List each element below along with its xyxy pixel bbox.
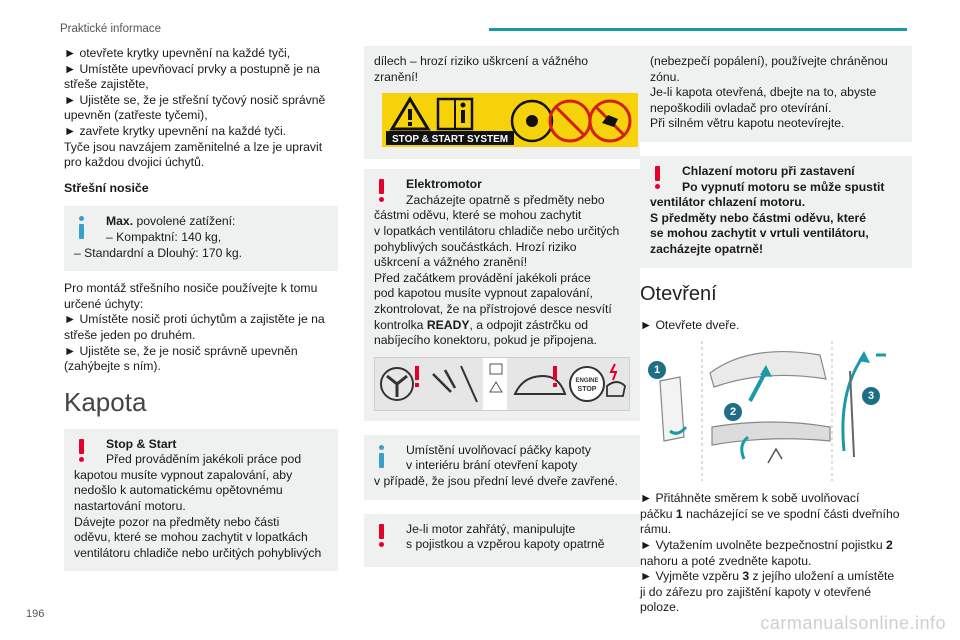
warning-line: Dávejte pozor na předměty nebo části: [74, 514, 280, 529]
warning-line: (nebezpečí popálení), používejte chráněnou: [650, 54, 888, 68]
warning-line: pod kapotou musíte vypnout zapalování,: [374, 286, 593, 301]
text-line: ► zavřete krytky upevnění na každé tyči.: [64, 123, 287, 138]
warning-text: kontrolka: [374, 317, 427, 332]
step-text: ► Vytažením uvolněte bezpečnostní pojistku: [640, 537, 887, 552]
warning-title: Stop & Start: [106, 436, 177, 451]
info-bold: Max.: [106, 214, 134, 229]
stop-start-label-text: STOP & START SYSTEM: [392, 134, 509, 146]
text-line: ► Ujistěte se, že je nosič správně upevněn: [64, 343, 298, 358]
info-icon: [378, 445, 385, 467]
info-line: Umístění uvolňovací páčky kapoty: [406, 442, 591, 457]
warning-box-electric-motor: [364, 169, 640, 421]
warning-box-continued-2: [640, 46, 912, 142]
step-text: nacházející se ve spodní části dveřního: [682, 506, 900, 521]
warning-line: uškrcení a vážného zranění!: [374, 255, 528, 270]
step-number: 2: [886, 537, 893, 552]
warning-line: dílech – hrozí riziko uškrcení a vážného: [374, 54, 589, 68]
text-line: upevněn (zatřeste tyčemi),: [64, 108, 208, 123]
warning-line: v lopatkách ventilátoru chladiče nebo určitých: [374, 223, 620, 238]
warning-line: nepoškodili ovladač pro otevírání.: [650, 100, 832, 115]
warning-title: Elektromotor: [406, 177, 482, 192]
callout-3: 3: [862, 387, 880, 405]
text-line: ► Umístěte upevňovací prvky a postupně je na: [64, 61, 320, 76]
text-line: Pro montáž střešního nosiče používejte k tomu: [64, 281, 318, 296]
text-line: (zahýbejte s ním).: [64, 359, 161, 374]
info-box-max-load: [64, 206, 338, 271]
step-text: páčku: [640, 506, 676, 521]
warning-line: nedošlo k automatickému opětovnému: [74, 483, 283, 498]
callout-2: 2: [724, 403, 742, 421]
warning-box-stop-start: [64, 429, 338, 572]
callout-1: 1: [648, 361, 666, 379]
info-line: – Standardní a Dlouhý: 170 kg.: [74, 245, 243, 260]
text-line: určené úchyty:: [64, 296, 144, 311]
warning-line: nastartování motoru.: [74, 499, 186, 514]
warning-line: kapotou musíte vypnout zapalování, aby: [74, 467, 293, 482]
opening-steps: [640, 491, 912, 616]
text-line: střeše zajistěte,: [64, 77, 149, 92]
text-line: pro každou dvojici úchytů.: [64, 155, 205, 170]
warning-line: částmi oděvu, které se mohou zachytit: [374, 208, 582, 223]
warning-line: zacházejte opatrně!: [650, 241, 764, 256]
page-number: 196: [26, 608, 45, 620]
hood-opening-drawing: [640, 341, 888, 481]
step-line: rámu.: [640, 522, 672, 537]
page-header-section: Praktické informace: [60, 23, 161, 35]
column-3: [640, 46, 912, 616]
ready-indicator-text: READY: [426, 317, 470, 332]
opening-heading: Otevření: [640, 282, 717, 305]
warning-icon: [78, 439, 85, 461]
text-line: ► otevřete krytky upevnění na každé tyči,: [64, 46, 291, 60]
column-2: [364, 46, 640, 577]
hood-opening-illustration: [640, 341, 888, 481]
warning-line: S předměty nebo částmi oděvu, které: [650, 210, 867, 225]
text-line: ► Ujistěte se, že je střešní tyčový nosič správně: [64, 92, 326, 107]
warning-line: ventilátor chlazení motoru.: [650, 195, 806, 210]
warning-line: se mohou zachytit v vrtuli ventilátoru,: [650, 226, 869, 241]
step-line: ► Otevřete dveře.: [640, 317, 740, 332]
warning-icon: [378, 179, 385, 201]
warning-line: zranění!: [374, 69, 419, 84]
warning-line: Po vypnutí motoru se může spustit: [682, 179, 885, 194]
warning-line: Při silném větru kapotu neotevírejte.: [650, 116, 845, 131]
step-line: poloze.: [640, 600, 680, 615]
warning-line: Zacházejte opatrně s předměty nebo: [406, 192, 605, 207]
step-line: nahoru a poté zvedněte kapotu.: [640, 553, 812, 568]
watermark-text: carmanualsonline.info: [760, 613, 946, 633]
text-line: Tyče jsou navzájem zaměnitelné a lze je upravit: [64, 139, 323, 154]
step-line: ji do zářezu pro zajištění kapoty v otevřené: [640, 584, 872, 599]
text-line: ► Umístěte nosič proti úchytům a zajistěte je na: [64, 312, 325, 327]
engine-stop-label: STOP: [577, 385, 597, 393]
info-line: v interiéru brání otevření kapoty: [406, 458, 578, 473]
text-line: střeše jeden po druhém.: [64, 327, 196, 342]
warning-label-pictograms: [382, 93, 638, 147]
info-icon: [78, 216, 85, 238]
step-line: ► Přitáhněte směrem k sobě uvolňovací: [640, 491, 860, 506]
motor-pictograms: [375, 358, 629, 410]
engine-stop-label: ENGINE: [575, 377, 599, 384]
step-number: 3: [742, 569, 750, 584]
warning-line: oděvu, které se mohou zachytit v lopatkách: [74, 530, 308, 545]
warning-box-hot-engine: [364, 514, 640, 567]
warning-line: Před začátkem provádění jakékoli práce: [374, 270, 591, 285]
warning-text: , a odpojit zástrčku od: [469, 317, 589, 332]
warning-line: Je-li kapota otevřená, dbejte na to, abyste: [650, 85, 877, 100]
stop-start-warning-label: [382, 93, 638, 147]
warning-line: zónu.: [650, 69, 680, 84]
warning-line: Je-li motor zahřátý, manipulujte: [406, 521, 576, 536]
warning-box-engine-cooling: [640, 156, 912, 268]
hood-heading: Kapota: [64, 386, 147, 417]
warning-icon: [378, 524, 385, 546]
roof-carriers-heading: Střešní nosiče: [64, 180, 149, 195]
step-text: z jejího uložení a umístěte: [749, 569, 895, 584]
column-1: [64, 46, 338, 581]
electric-motor-pictograms: [374, 357, 630, 411]
warning-line: zkontrolovat, že na přístrojové desce nesvítí: [374, 301, 612, 316]
warning-line: s pojistkou a vzpěrou kapoty opatrně: [406, 537, 605, 552]
header-accent-bar: [489, 28, 907, 31]
warning-line: nabíjecího konektoru, pokud je připojena.: [374, 333, 597, 348]
info-box-release-lever: [364, 435, 640, 500]
info-line: – Kompaktní: 140 kg,: [106, 229, 222, 244]
warning-line: pohyblivých součástkách. Hrozí riziko: [374, 239, 577, 254]
warning-line: ventilátoru chladiče nebo určitých pohyblivých: [74, 545, 322, 560]
warning-icon: [654, 166, 661, 188]
step-number: 1: [675, 506, 683, 521]
warning-title: Chlazení motoru při zastavení: [682, 163, 855, 178]
info-line: v případě, že jsou přední levé dveře zavřené.: [374, 473, 618, 488]
warning-box-continued: [364, 46, 640, 159]
warning-line: Před prováděním jakékoli práce pod: [106, 452, 302, 467]
step-text: ► Vyjměte vzpěru: [640, 569, 743, 584]
info-text: povolené zatížení:: [133, 214, 236, 229]
